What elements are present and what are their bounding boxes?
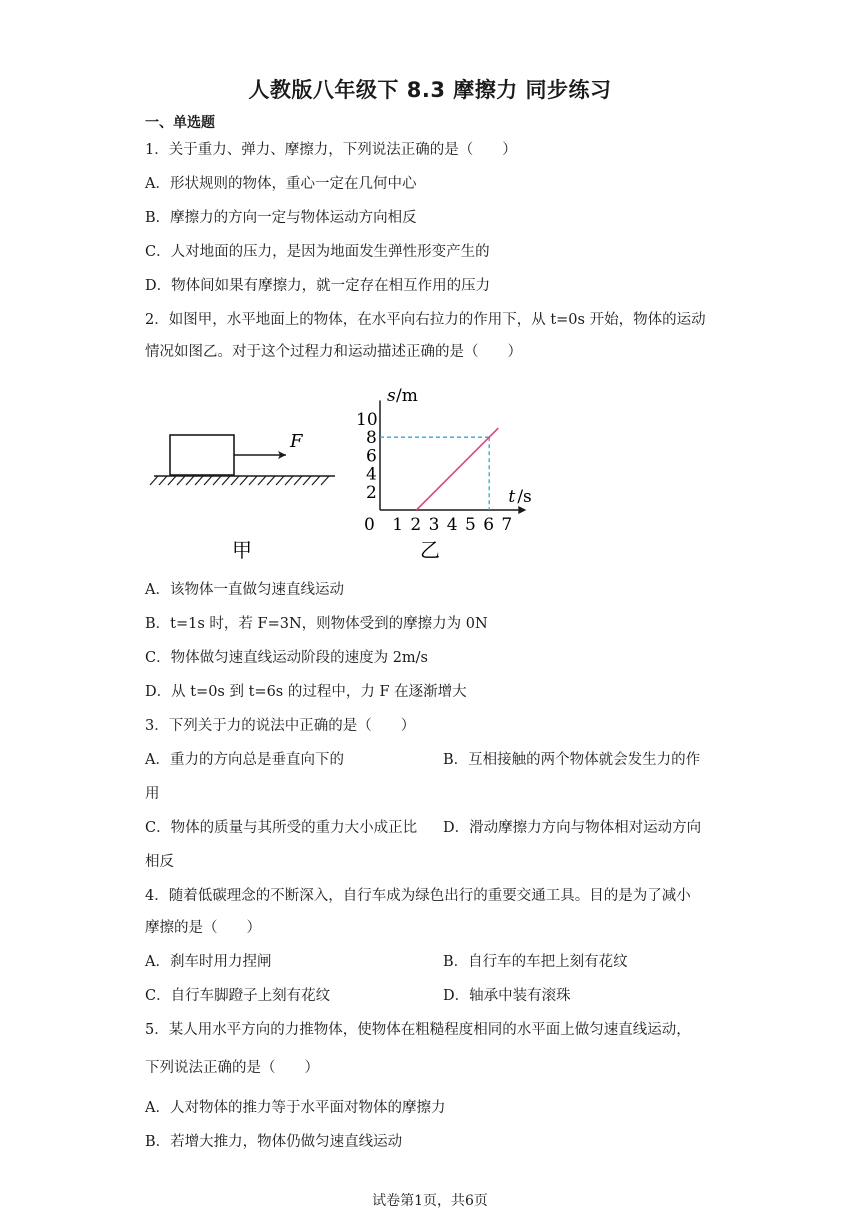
ground-hatch-line [240, 476, 248, 485]
x-tick-label: 4 [446, 515, 458, 535]
q4-option-a: A．刹车时用力捏闸 [145, 954, 272, 970]
x-tick-label: 0 [364, 515, 375, 535]
label-yi: 乙 [420, 538, 440, 562]
q3-option-c: C．物体的质量与其所受的重力大小成正比 [145, 820, 418, 836]
q4-stem-line2: 摩擦的是（ ） [145, 920, 261, 936]
q2-stem-line2: 情况如图乙。对于这个过程力和运动描述正确的是（ ） [145, 344, 522, 360]
x-axis-arrow [518, 506, 526, 514]
ground-hatch-line [285, 476, 293, 485]
x-tick-label: 6 [483, 515, 495, 535]
q2-figure [140, 375, 560, 570]
ground-hatch-line [267, 476, 275, 485]
y-axis-label-unit: /m [396, 386, 418, 406]
q3-stem: 3．下列关于力的说法中正确的是（ ） [145, 718, 416, 734]
x-axis-label-symbol: t [508, 487, 516, 507]
x-tick-label: 3 [428, 515, 440, 535]
q1-option-c: C．人对地面的压力，是因为地面发生弹性形变产生的 [145, 244, 490, 260]
q3-option-b-cont: 用 [145, 786, 160, 802]
ground-hatch-line [159, 476, 167, 485]
q3-option-a: A．重力的方向总是垂直向下的 [145, 752, 344, 768]
page-footer: 试卷第1页，共6页 [372, 1193, 488, 1209]
q4-stem-line1: 4．随着低碳理念的不断深入，自行车成为绿色出行的重要交通工具。目的是为了减小 [145, 888, 691, 904]
y-axis-label-symbol: s [387, 386, 396, 406]
ground-hatch-line [177, 476, 185, 485]
ground-hatch-line [276, 476, 284, 485]
section-title: 一、单选题 [145, 115, 215, 131]
ground-hatch-line [321, 476, 329, 485]
q2-figure-svg [140, 375, 560, 570]
ground-hatch-line [186, 476, 194, 485]
ground-hatch-line [222, 476, 230, 485]
y-tick-label: 4 [366, 464, 377, 485]
y-tick-label: 8 [366, 428, 377, 449]
q4-option-b: B．自行车的车把上刻有花纹 [443, 954, 628, 970]
x-tick-label: 2 [410, 515, 422, 535]
ground-hatch-line [195, 476, 203, 485]
figure-yi-chart [356, 386, 532, 535]
q5-stem-line1: 5．某人用水平方向的力推物体，使物体在粗糙程度相同的水平面上做匀速直线运动， [145, 1022, 691, 1038]
page-title: 人教版八年级下 8.3 摩擦力 同步练习 [248, 78, 612, 102]
x-tick-label: 1 [392, 515, 404, 535]
block [170, 435, 234, 475]
ground-hatch-line [168, 476, 176, 485]
y-tick-label: 2 [366, 482, 377, 503]
q3-option-b: B．互相接触的两个物体就会发生力的作 [443, 752, 701, 768]
q2-option-d: D．从 t=0s 到 t=6s 的过程中，力 F 在逐渐增大 [145, 684, 467, 700]
label-jia: 甲 [232, 538, 252, 562]
ground-hatch-line [303, 476, 311, 485]
ground-hatching [150, 476, 329, 485]
q5-option-a: A．人对物体的推力等于水平面对物体的摩擦力 [145, 1100, 446, 1116]
q2-option-b: B．t=1s 时，若 F=3N，则物体受到的摩擦力为 0N [145, 616, 488, 632]
q2-option-a: A．该物体一直做匀速直线运动 [145, 582, 344, 598]
ground-hatch-line [258, 476, 266, 485]
series-line [416, 428, 498, 510]
x-tick-label: 5 [465, 515, 476, 535]
y-tick-label: 10 [356, 410, 378, 430]
q4-option-c: C．自行车脚蹬子上刻有花纹 [145, 988, 331, 1004]
x-axis-label-unit: /s [517, 487, 532, 507]
figure-jia [150, 431, 335, 562]
ground-hatch-line [249, 476, 257, 485]
q1-option-d: D．物体间如果有摩擦力，就一定存在相互作用的压力 [145, 278, 491, 294]
ground-hatch-line [231, 476, 239, 485]
q3-option-d-cont: 相反 [145, 854, 174, 870]
x-tick-label: 7 [501, 515, 513, 535]
q5-stem-line2: 下列说法正确的是（ ） [145, 1060, 319, 1076]
ground-hatch-line [150, 476, 158, 485]
q1-option-b: B．摩擦力的方向一定与物体运动方向相反 [145, 210, 417, 226]
ground-hatch-line [213, 476, 221, 485]
ground-hatch-line [312, 476, 320, 485]
q3-option-d: D．滑动摩擦力方向与物体相对运动方向 [443, 820, 702, 836]
q1-option-a: A．形状规则的物体，重心一定在几何中心 [145, 176, 417, 192]
q4-option-d: D．轴承中装有滚珠 [443, 988, 571, 1004]
q2-stem-line1: 2．如图甲，水平地面上的物体，在水平向右拉力的作用下，从 t=0s 开始，物体的运动 [145, 312, 706, 328]
q2-option-c: C．物体做匀速直线运动阶段的速度为 2m/s [145, 650, 429, 666]
force-label: F [290, 431, 303, 452]
y-tick-label: 6 [366, 446, 377, 467]
ground-hatch-line [294, 476, 302, 485]
q1-stem: 1．关于重力、弹力、摩擦力，下列说法正确的是（ ） [145, 142, 517, 158]
ground-hatch-line [204, 476, 212, 485]
q5-option-b: B．若增大推力，物体仍做匀速直线运动 [145, 1134, 403, 1150]
